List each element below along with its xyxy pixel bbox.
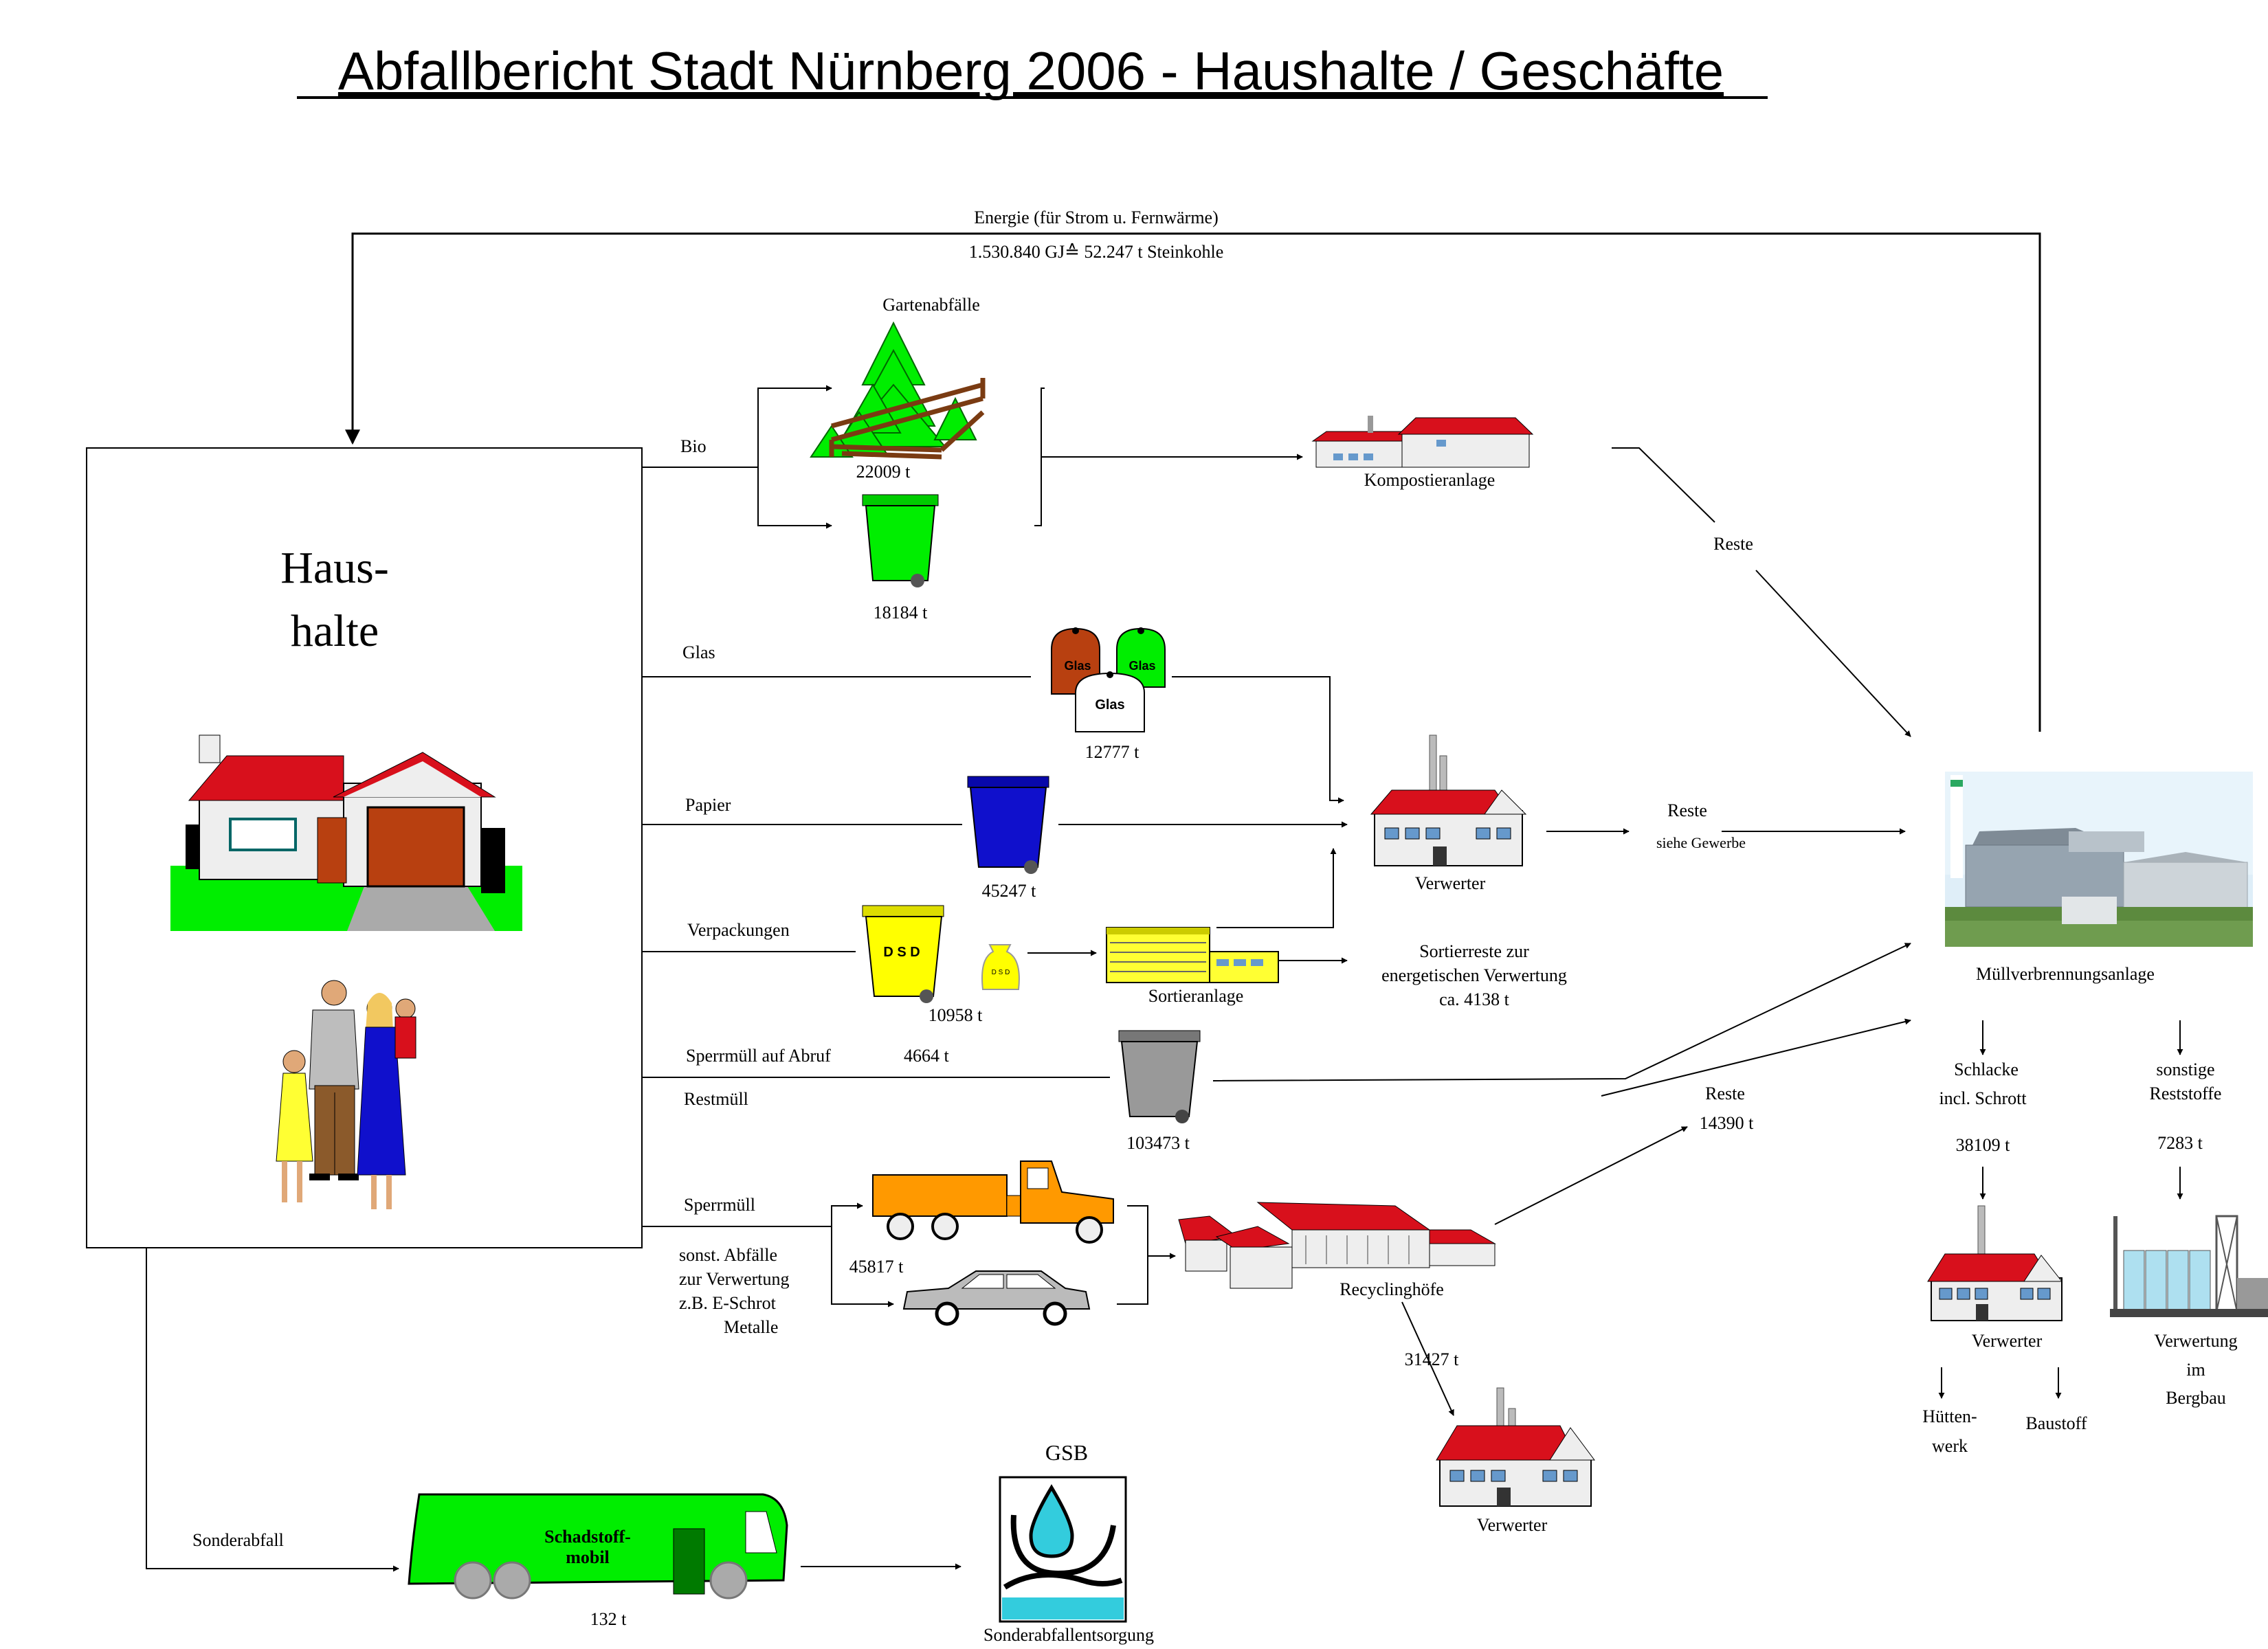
sortieranlage-label: Sortieranlage [1148,986,1244,1006]
blue-bin-icon [968,776,1049,874]
stream-sperrmuell-abruf-value: 4664 t [904,1046,949,1066]
sortieranlage-icon [1107,928,1278,983]
stream-sonst-4: Metalle [724,1317,779,1337]
verwerter-1-label: Verwerter [1414,873,1486,893]
kompostieranlage-icon [1313,416,1533,467]
glas-label-a: Glas [1064,659,1091,673]
restmuell-value: 103473 t [1126,1133,1190,1153]
stream-bio: Bio [680,436,707,456]
sortierreste-line-2: energetischen Verwertung [1381,965,1567,985]
schadstoff-value: 132 t [590,1609,627,1629]
verwertung-line-2: im [2186,1360,2205,1380]
dsd-value: 10958 t [928,1005,983,1025]
dsd-bin-label: D S D [883,945,920,960]
siehe-gewerbe-label: siehe Gewerbe [1656,834,1746,851]
mva-photo [1945,772,2253,947]
sperrmuell-value: 45817 t [849,1257,904,1277]
stream-sonst-3: z.B. E-Schrot [679,1293,776,1313]
biotonne-value: 18184 t [873,603,928,622]
mva-label: Müllverbrennungsanlage [1976,964,2155,984]
schadstoffmobil-label-2: mobil [566,1547,610,1567]
schlacke-value: 38109 t [1955,1135,2010,1155]
households-title-1: Haus- [280,543,389,593]
baustoff-label: Baustoff [2025,1413,2087,1433]
car-icon [904,1271,1089,1324]
glas-value: 12777 t [1085,742,1139,762]
huetten-line-2: werk [1932,1436,1968,1456]
page-title: Abfallbericht Stadt Nürnberg 2006 - Haushalte / Geschäfte [337,41,1724,101]
garten-value: 22009 t [856,462,911,482]
verwertung-line-3: Bergbau [2166,1388,2226,1408]
stream-sonst-1: sonst. Abfälle [679,1245,777,1265]
papier-value: 45247 t [981,881,1036,901]
verwerter-1-icon [1371,735,1526,866]
yellow-bin-icon [863,906,944,1003]
verwerter-3-icon [1436,1388,1594,1506]
recyclinghoefe-icon [1179,1202,1495,1288]
dsd-bag-label: D S D [991,969,1010,976]
sonstige-line-1: sonstige [2156,1059,2215,1079]
recyclinghoefe-label: Recyclinghöfe [1339,1279,1444,1299]
schadstoffmobil-label-1: Schadstoff- [544,1527,631,1547]
yellow-bag-icon [982,945,1019,989]
verwerter-2-icon [1928,1206,2062,1321]
stream-sperrmuell-abruf: Sperrmüll auf Abruf [686,1046,831,1066]
stream-sperrmuell: Sperrmüll [684,1195,755,1215]
schadstoffmobil-icon [409,1494,787,1598]
energy-label: Energie (für Strom u. Fernwärme) [974,207,1219,227]
gartenabfaelle-label: Gartenabfälle [882,295,980,315]
stream-sonst-2: zur Verwertung [679,1269,790,1289]
reste-kompost-label: Reste [1713,534,1753,554]
kompostieranlage-label: Kompostieranlage [1364,470,1496,490]
recycling-out-value: 31427 t [1404,1349,1459,1369]
gsb-logo [1000,1477,1126,1622]
huetten-line-1: Hütten- [1922,1406,1977,1426]
stream-verpackungen: Verpackungen [687,920,790,940]
stream-sonderabfall: Sonderabfall [192,1530,284,1550]
verwerter-2-label: Verwerter [1971,1331,2043,1351]
energy-value: 1.530.840 GJ≙ 52.247 t Steinkohle [968,242,1224,262]
glas-label-c: Glas [1095,697,1125,713]
stream-papier: Papier [685,795,731,815]
verwerter-3-label: Verwerter [1476,1515,1548,1535]
stream-restmuell: Restmüll [684,1089,748,1109]
households-title-2: halte [290,606,379,656]
stream-glas: Glas [682,642,715,662]
bergbau-icon [2110,1216,2268,1317]
reste-verwerter-label: Reste [1667,800,1707,820]
schlacke-line-2: incl. Schrott [1939,1088,2027,1108]
reststoffe-value: 7283 t [2157,1133,2203,1153]
gsb-label: GSB [1045,1440,1089,1465]
glass-containers-icon [1052,627,1165,732]
sonstige-line-2: Reststoffe [2149,1084,2222,1103]
schlacke-line-1: Schlacke [1954,1059,2019,1079]
grey-bin-icon [1119,1031,1200,1123]
sortierreste-line-1: Sortierreste zur [1419,941,1529,961]
green-bin-icon [863,495,938,587]
sortierreste-line-3: ca. 4138 t [1439,989,1509,1009]
verwertung-line-1: Verwertung [2154,1331,2238,1351]
truck-icon [873,1161,1113,1242]
reste-recycling-label: Reste [1705,1084,1745,1103]
sonderabfallentsorgung-label: Sonderabfallentsorgung [983,1625,1154,1645]
garden-icon [811,323,983,457]
reste-recycling-value: 14390 t [1699,1113,1754,1133]
glas-label-b: Glas [1129,659,1156,673]
